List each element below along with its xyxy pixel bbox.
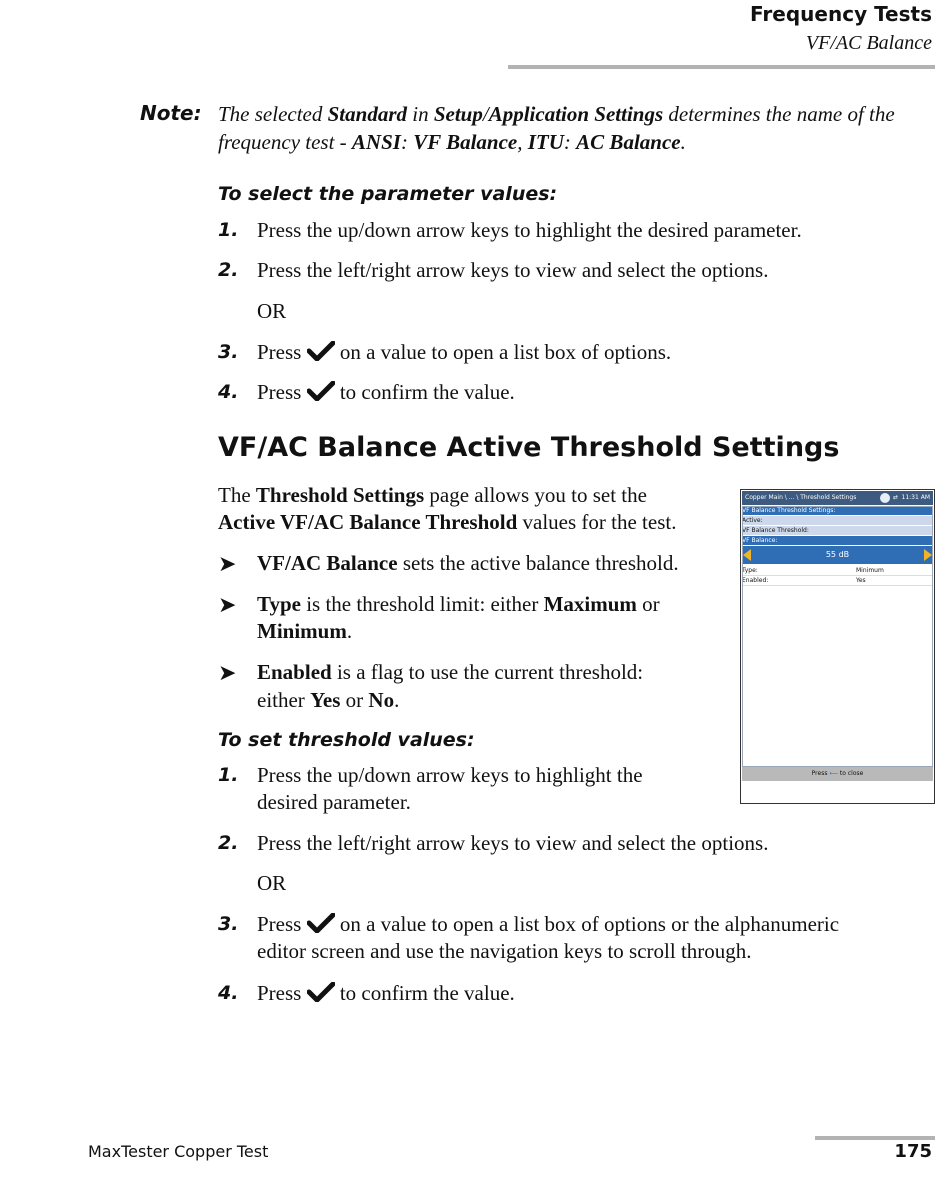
note-run: The selected: [218, 102, 328, 126]
device-time: 11:31 AM: [901, 494, 930, 501]
intro-bold: Active VF/AC Balance Threshold: [218, 510, 518, 534]
note-emphasis: AC Balance: [576, 130, 681, 154]
note-emphasis: Standard: [327, 102, 407, 126]
intro-text: page allows you to set the: [424, 483, 647, 507]
step-text-line-2: desired parameter.: [257, 790, 411, 814]
intro-line-2: [218, 508, 676, 536]
step-text-after: on a value to open a list box of options.: [339, 340, 672, 364]
step-number: 4.: [218, 982, 239, 1004]
device-row-label: Type:: [742, 567, 758, 574]
note-run: :: [563, 130, 577, 154]
device-list-frame: [742, 506, 933, 767]
step-text: Press the up/down arrow keys to highlight the: [257, 763, 643, 787]
chapter-title: Frequency Tests: [750, 2, 932, 26]
or-separator: OR: [257, 299, 287, 323]
step-text-before: Press: [257, 340, 302, 364]
procedure-title-set: To set threshold values:: [218, 729, 475, 751]
footer-text: Press: [811, 770, 828, 777]
step-text: Press the left/right arrow keys to view and select the options.: [257, 258, 769, 282]
bullet-item-line-2: [257, 686, 399, 714]
bullet-arrow-icon: ➤: [218, 551, 237, 576]
device-row-value: Minimum: [856, 567, 884, 574]
bullet-text: .: [394, 688, 400, 712]
section-heading: VF/AC Balance Active Threshold Settings: [218, 432, 840, 463]
note-run: /: [482, 102, 489, 126]
device-breadcrumb: Copper Main \ ... \ Threshold Settings: [745, 494, 857, 501]
bullet-item-line-2: [257, 617, 352, 645]
or-separator: OR: [257, 871, 287, 895]
intro-line-1: [218, 481, 647, 509]
device-row-header: VF Balance Threshold Settings:: [742, 506, 933, 515]
bullet-text: or: [340, 688, 369, 712]
bullet-text: .: [346, 619, 353, 643]
intro-text: The: [218, 483, 256, 507]
note-emphasis: ITU: [527, 130, 564, 154]
bullet-term: Minimum: [257, 619, 347, 643]
intro-bold: Threshold Settings: [255, 483, 425, 507]
step-text-before: Press: [257, 912, 302, 936]
note-emphasis: Application Settings: [488, 102, 664, 126]
bullet-term: Type: [257, 592, 301, 616]
step-text-after: to confirm the value.: [339, 981, 515, 1005]
step-text-before: Press: [257, 380, 302, 404]
footer-text: to close: [839, 770, 864, 777]
step-text: [257, 910, 839, 938]
step-number: 2.: [218, 259, 239, 281]
device-footer[interactable]: [742, 767, 933, 781]
intro-text: values for the test.: [517, 510, 677, 534]
device-titlebar: [742, 491, 933, 505]
device-row-label: Enabled:: [742, 577, 769, 584]
bullet-term: VF/AC Balance: [257, 551, 398, 575]
checkmark-icon: [307, 981, 335, 1001]
device-row-threshold[interactable]: VF Balance Threshold:: [742, 526, 933, 535]
note-emphasis: ANSI: [351, 130, 401, 154]
step-text: Press the up/down arrow keys to highlight the desired parameter.: [257, 218, 802, 242]
note-run: determines the name of the frequency test -: [218, 102, 895, 154]
sync-icon: ⇄: [893, 494, 899, 501]
note-run: :: [400, 130, 414, 154]
step-text: Press the left/right arrow keys to view and select the options.: [257, 831, 769, 855]
bullet-text: sets the active balance threshold.: [397, 551, 679, 575]
note-run: ,: [517, 130, 528, 154]
page-number: 175: [894, 1141, 932, 1162]
bullet-arrow-icon: ➤: [218, 660, 237, 685]
bullet-item: [257, 658, 643, 686]
step-text-after: on a value to open a list box of options or the alphanumeric: [339, 912, 840, 936]
note-text: [218, 100, 918, 156]
device-row-active[interactable]: Active:: [742, 516, 933, 525]
device-value: 55 dB: [825, 550, 850, 559]
step-number: 2.: [218, 832, 239, 854]
checkmark-icon: [307, 340, 335, 360]
note-emphasis: VF Balance: [413, 130, 518, 154]
header-rule: [508, 65, 935, 69]
step-text-before: Press: [257, 981, 302, 1005]
step-text: [257, 378, 515, 406]
battery-icon: [880, 493, 890, 503]
step-text: [257, 338, 671, 366]
step-number: 1.: [218, 219, 239, 241]
bullet-arrow-icon: ➤: [218, 592, 237, 617]
bullet-item: [257, 590, 660, 618]
bullet-term: Enabled: [257, 660, 332, 684]
note-run: in: [407, 102, 434, 126]
device-screenshot: [740, 489, 935, 804]
back-arrow-icon: ⟵: [829, 770, 838, 777]
footer-rule: [815, 1136, 935, 1140]
bullet-text: either: [257, 688, 311, 712]
bullet-term: No: [368, 688, 395, 712]
note-label: Note:: [140, 101, 202, 125]
section-subtitle: VF/AC Balance: [805, 32, 932, 54]
bullet-item: [257, 549, 679, 577]
manual-title: MaxTester Copper Test: [88, 1142, 269, 1161]
device-row-vf-balance[interactable]: VF Balance:: [742, 536, 933, 545]
bullet-text: or: [636, 592, 660, 616]
step-number: 1.: [218, 764, 239, 786]
note-emphasis: Setup: [433, 102, 483, 126]
bullet-text: is the threshold limit: either: [300, 592, 544, 616]
step-number: 3.: [218, 341, 239, 363]
step-text-after: to confirm the value.: [339, 380, 515, 404]
bullet-term: Maximum: [543, 592, 637, 616]
checkmark-icon: [307, 912, 335, 932]
step-text: [257, 979, 515, 1007]
step-number: 4.: [218, 381, 239, 403]
procedure-title-select: To select the parameter values:: [218, 183, 558, 205]
step-number: 3.: [218, 913, 239, 935]
checkmark-icon: [307, 380, 335, 400]
note-run: .: [680, 130, 686, 154]
bullet-text: is a flag to use the current threshold:: [331, 660, 644, 684]
device-row-value: Yes: [856, 577, 866, 584]
bullet-term: Yes: [310, 688, 341, 712]
step-text-line-2: editor screen and use the navigation keys to scroll through.: [257, 939, 752, 963]
